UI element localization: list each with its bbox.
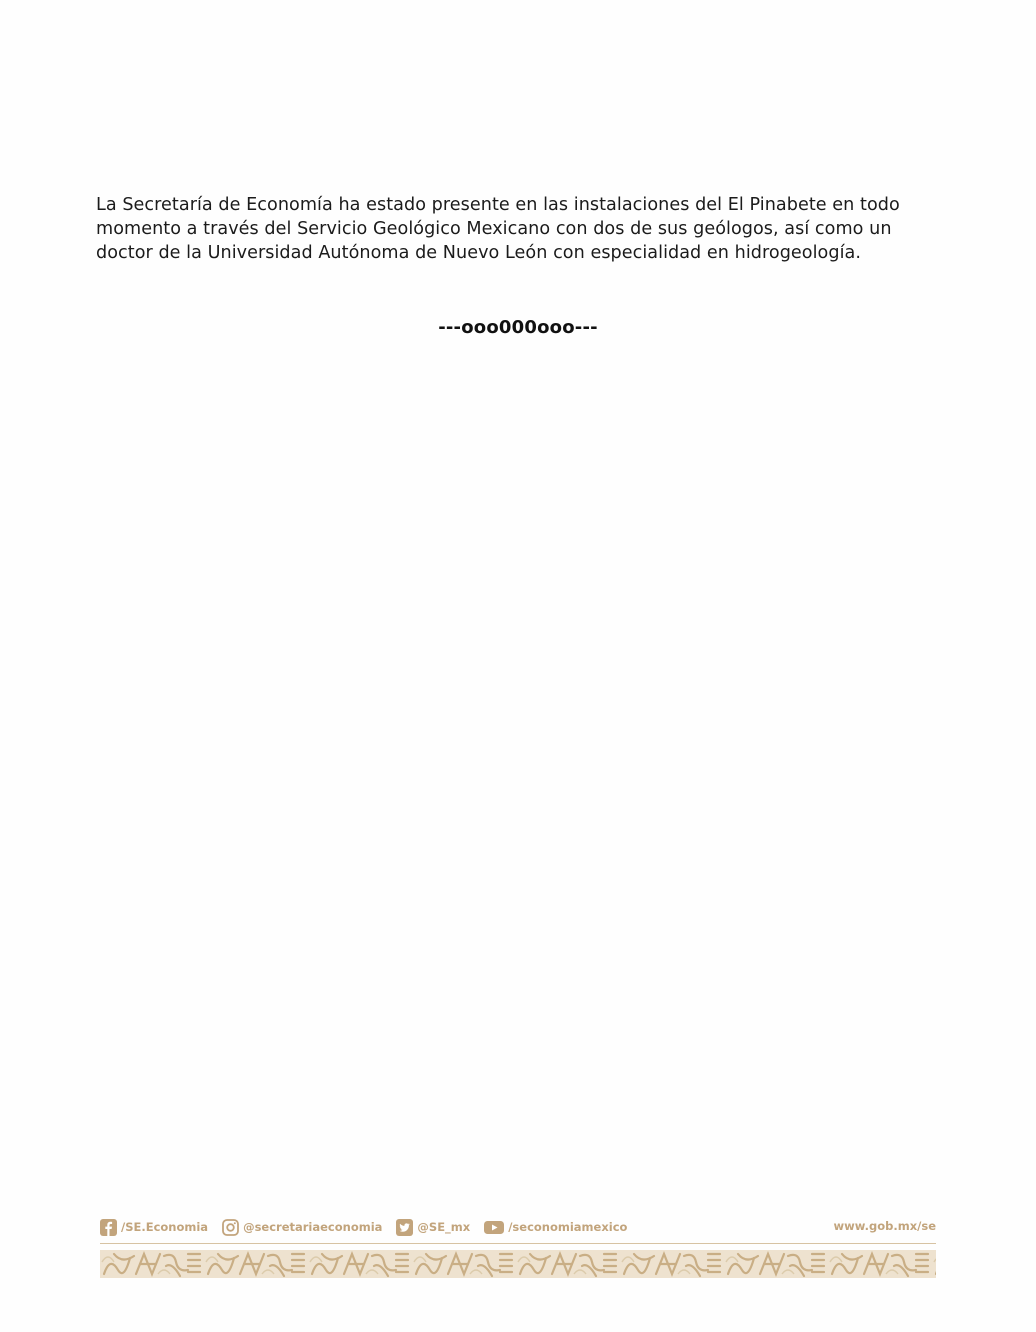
social-youtube[interactable] xyxy=(484,1219,627,1236)
youtube-icon xyxy=(484,1219,504,1236)
twitter-label: @SE_mx xyxy=(417,1220,471,1234)
instagram-icon xyxy=(222,1219,239,1236)
facebook-label: /SE.Economia xyxy=(121,1220,209,1234)
youtube-label: /seconomiamexico xyxy=(508,1220,628,1234)
closing-mark: ---ooo000ooo--- xyxy=(438,317,598,338)
page-footer xyxy=(100,1216,936,1280)
social-links xyxy=(100,1216,936,1238)
body-paragraph: La Secretaría de Economía ha estado presente en las instalaciones del El Pinabete en todo momento a través del Servicio Geológico Mexicano con dos de sus geólogos, así como un doctor de la Universidad Autónoma de Nuevo León con especialidad en hidrogeología. xyxy=(96,195,900,263)
decorative-pattern-band xyxy=(100,1250,936,1278)
social-facebook[interactable] xyxy=(100,1219,208,1236)
instagram-label: @secretariaeconomia xyxy=(243,1220,383,1234)
footer-divider xyxy=(100,1243,936,1244)
social-twitter[interactable] xyxy=(396,1219,470,1236)
twitter-icon xyxy=(396,1219,413,1236)
facebook-icon xyxy=(100,1219,117,1236)
site-url[interactable]: www.gob.mx/se xyxy=(833,1219,936,1233)
social-instagram[interactable] xyxy=(222,1219,382,1236)
